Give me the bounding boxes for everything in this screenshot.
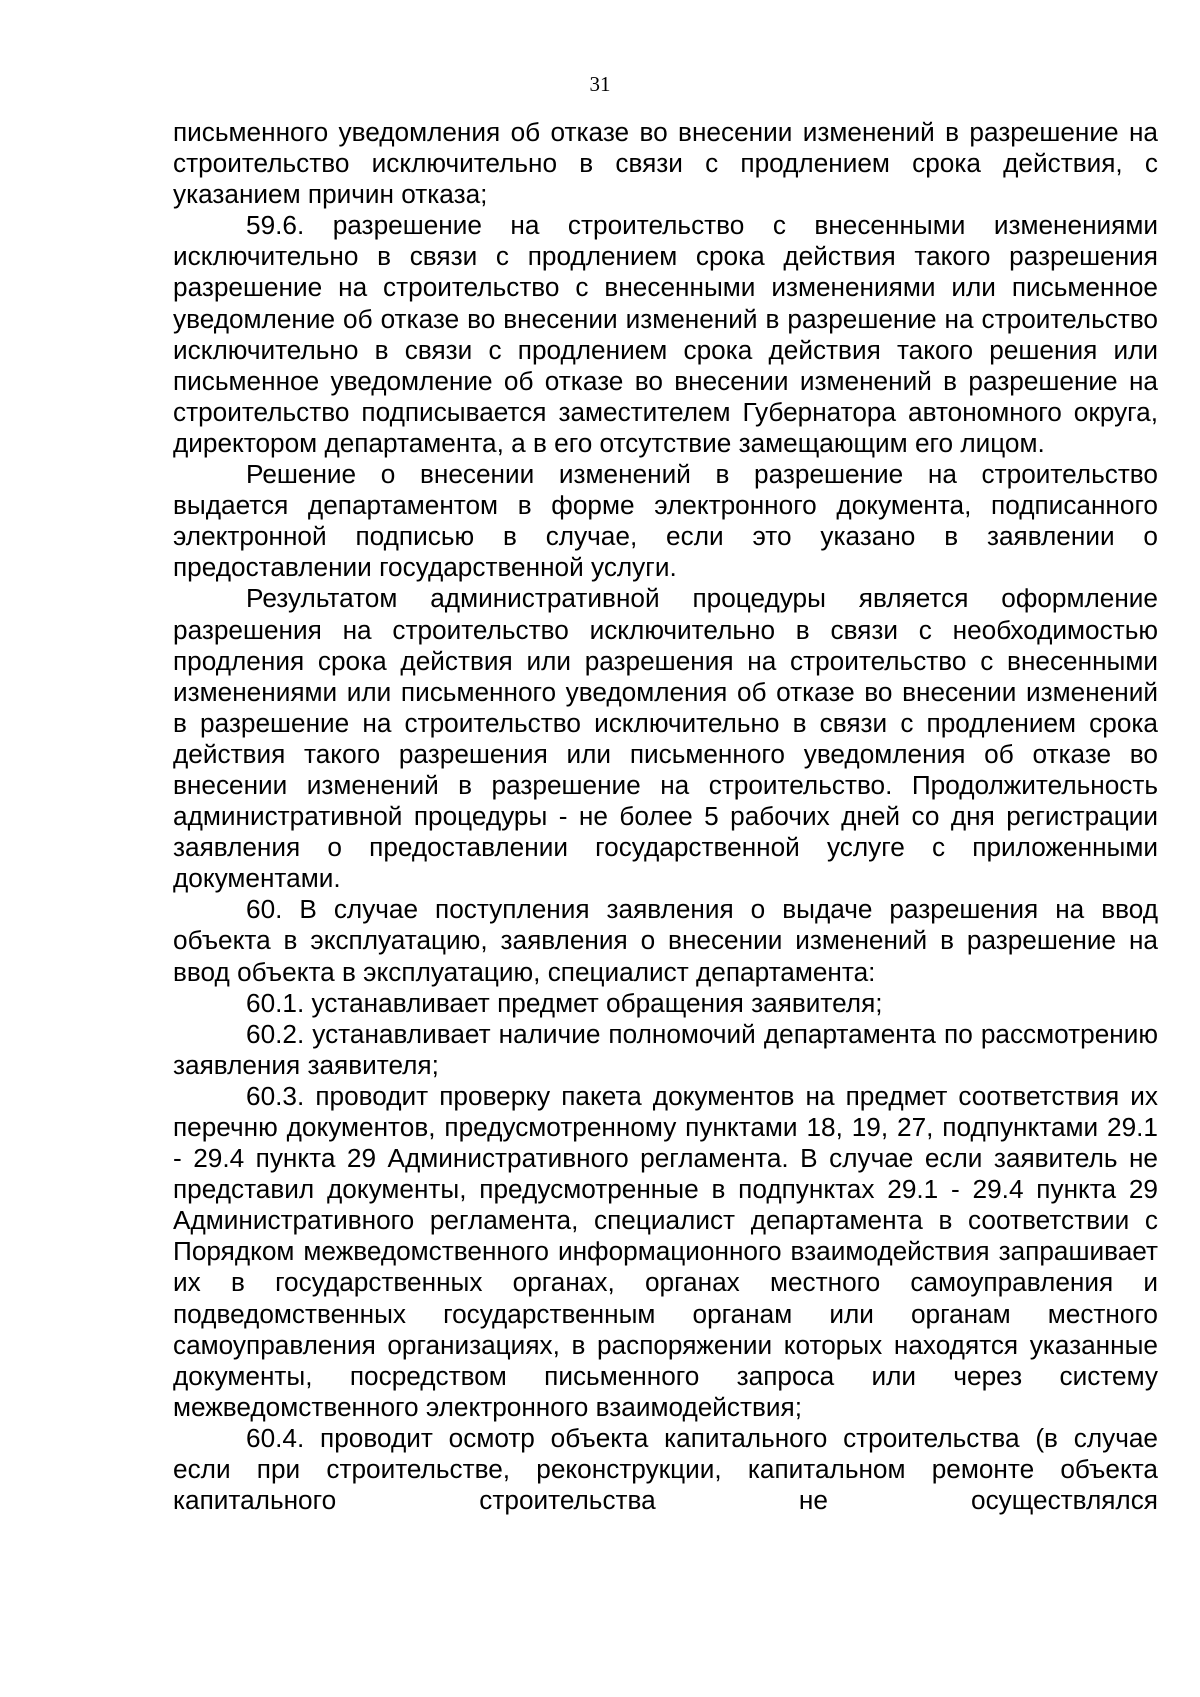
paragraph-change-decision: Решение о внесении изменений в разрешение на строительство выдается департаментом в форме электронного документа, подписанного электронной подписью в случае, если это указано в заявлении о предоставлении государственной услуги. [173,459,1158,583]
paragraph-60-2: 60.2. устанавливает наличие полномочий департамента по рассмотрению заявления заявителя; [173,1018,1158,1080]
paragraph-59-6: 59.6. разрешение на строительство с внесенными изменениями исключительно в связи с продлением срока действия такого разрешения разрешение на строительство с внесенными изменениями или письменное уведомление об отказе во внесении изменений в разрешение на строительство исключительно в связи с продлением срока действия такого решения или письменное уведомление об отказе во внесении изменений в разрешение на строительство подписывается заместителем Губернатора автономного округа, директором департамента, а в его отсутствие замещающим его лицом. [173,210,1158,458]
paragraph-60: 60. В случае поступления заявления о выдаче разрешения на ввод объекта в эксплуатацию, заявления о внесении изменений в разрешение на ввод объекта в эксплуатацию, специалист департамента: [173,894,1158,987]
paragraph-procedure-result: Результатом административной процедуры является оформление разрешения на строительство исключительно в связи с необходимостью продления срока действия или разрешения на строительство с внесенными изменениями или письменного уведомления об отказе во внесении изменений в разрешение на строительство исключительно в связи с продлением срока действия такого разрешения или письменного уведомления об отказе во внесении изменений в разрешение на строительство. Продолжительность административной процедуры - не более 5 рабочих дней со дня регистрации заявления о предоставлении государственной услуге с приложенными документами. [173,583,1158,894]
page-number: 31 [589,72,611,96]
paragraph-continuation: письменного уведомления об отказе во внесении изменений в разрешение на строительство исключительно в связи с продлением срока действия, с указанием причин отказа; [173,117,1158,210]
paragraph-60-4: 60.4. проводит осмотр объекта капитального строительства (в случае если при строительстве, реконструкции, капитальном ремонте объекта капитального строительства не осуществлялся [173,1422,1158,1516]
document-body [173,117,1158,1516]
paragraph-60-1: 60.1. устанавливает предмет обращения заявителя; [246,987,883,1018]
paragraph-60-3: 60.3. проводит проверку пакета документов на предмет соответствия их перечню документов, предусмотренному пунктами 18, 19, 27, подпунктами 29.1 - 29.4 пункта 29 Административного регламента. В случае если заявитель не представил документы, предусмотренные в подпунктах 29.1 - 29.4 пункта 29 Административного регламента, специалист департамента в соответствии с Порядком межведомственного информационного взаимодействия запрашивает их в государственных органах, органах местного самоуправления и подведомственных государственным органам или органам местного самоуправления организациях, в распоряжении которых находятся указанные документы, посредством письменного запроса или через систему межведомственного электронного взаимодействия; [173,1080,1158,1422]
